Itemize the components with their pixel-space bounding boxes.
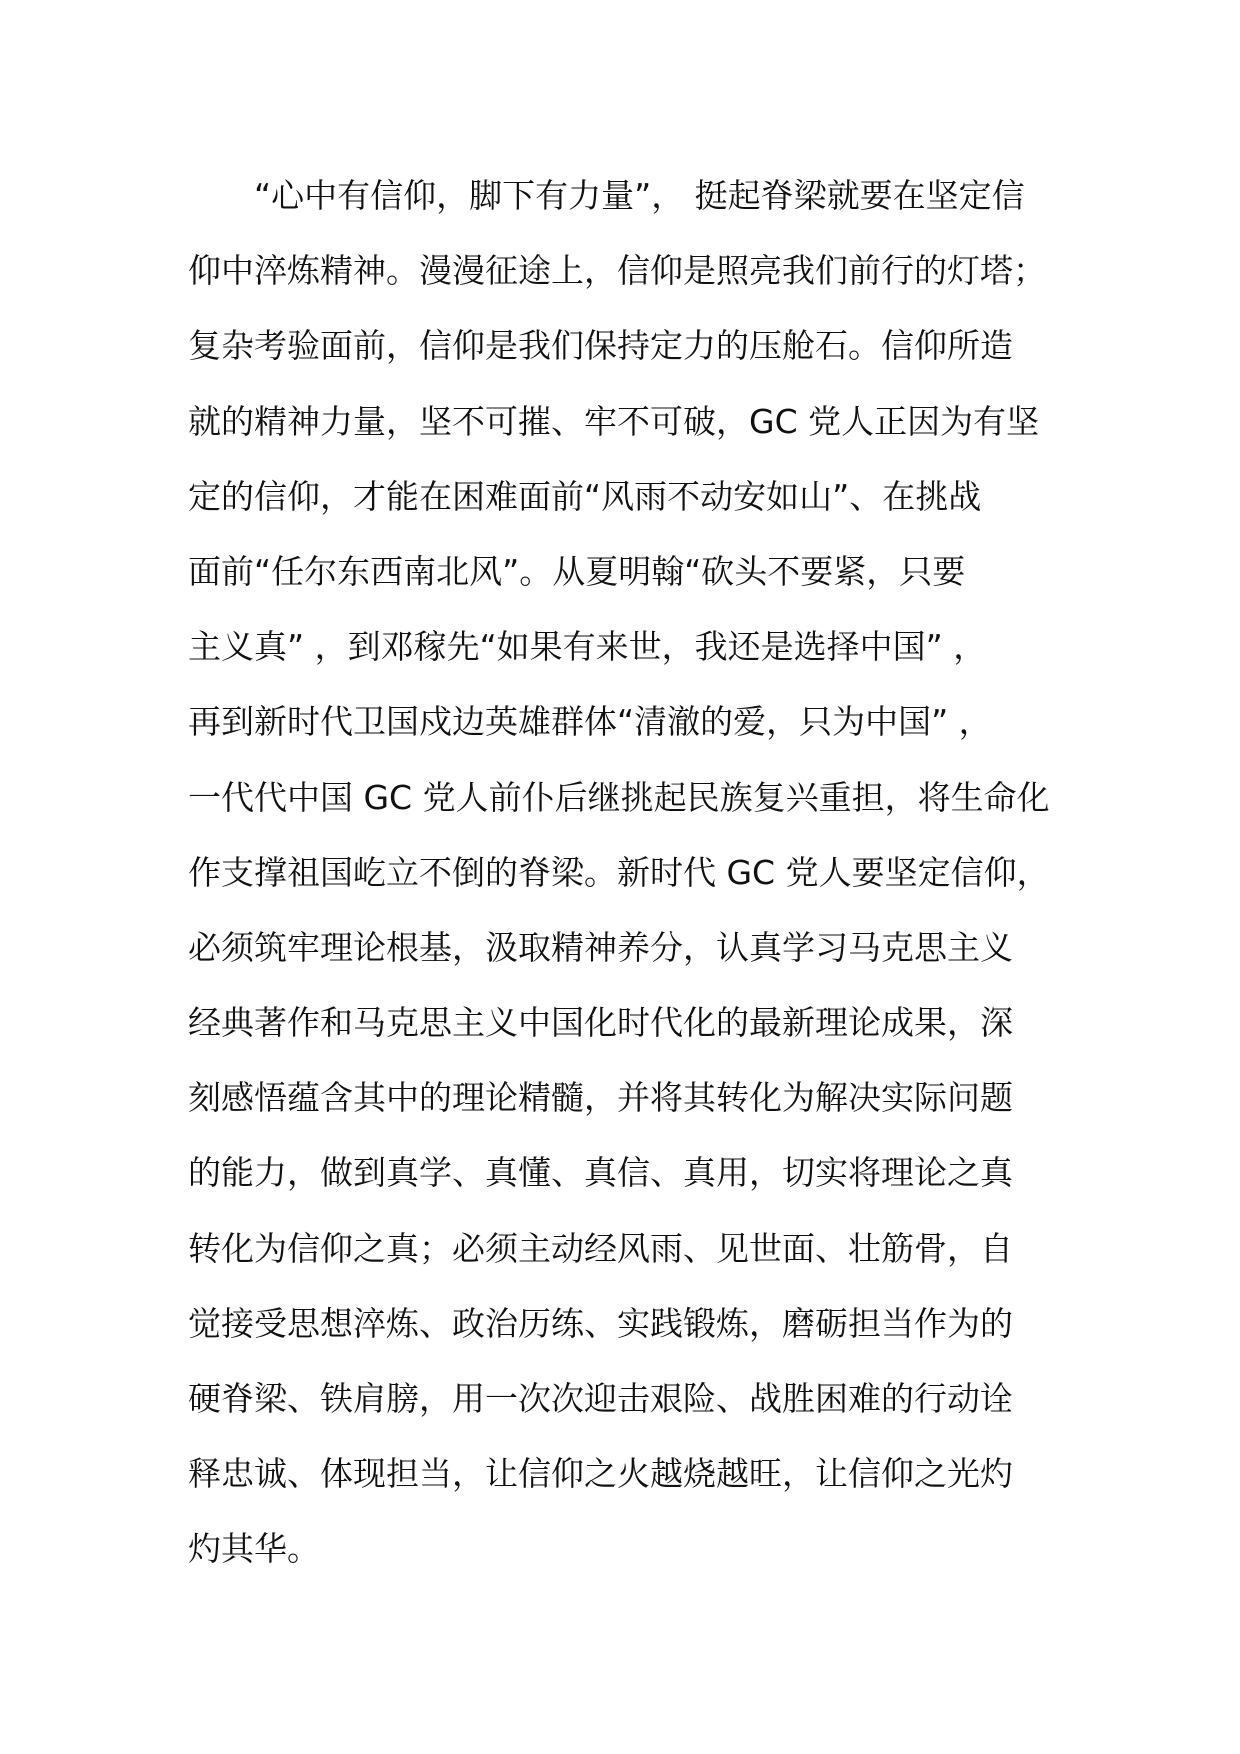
- paragraph-line: 觉接受思想淬炼、政治历练、实践锻炼，磨砺担当作为的: [188, 1303, 1013, 1343]
- paragraph-line: 释忠诚、体现担当，让信仰之火越烧越旺，让信仰之光灼: [188, 1454, 1013, 1494]
- paragraph-line: 复杂考验面前，信仰是我们保持定力的压舱石。信仰所造: [188, 326, 1013, 366]
- paragraph-line: 必须筑牢理论根基，汲取精神养分，认真学习马克思主义: [188, 927, 1013, 967]
- paragraph-line: 经典著作和马克思主义中国化时代化的最新理论成果，深: [188, 1003, 1013, 1043]
- paragraph-line: 作支撑祖国屹立不倒的脊梁。新时代 GC 党人要坚定信仰，: [188, 852, 1050, 892]
- paragraph-line: 定的信仰，才能在困难面前“风雨不动安如山”、在挑战: [188, 476, 982, 516]
- body-paragraph: [188, 158, 1068, 1587]
- paragraph-line: 转化为信仰之真；必须主动经风雨、见世面、壮筋骨，自: [188, 1228, 1013, 1268]
- paragraph-line: “心中有信仰，脚下有力量”， 挺起脊梁就要在坚定信: [254, 176, 1025, 215]
- paragraph-line: 就的精神力量，坚不可摧、牢不可破，GC 党人正因为有坚: [188, 401, 1040, 441]
- paragraph-line: 一代代中国 GC 党人前仆后继挑起民族复兴重担，将生命化: [188, 777, 1050, 817]
- paragraph-line: 主义真” ，到邓稼先“如果有来世，我还是选择中国” ，: [188, 627, 987, 667]
- paragraph-line: 的能力，做到真学、真懂、真信、真用，切实将理论之真: [188, 1153, 1013, 1193]
- paragraph-line: 硬脊梁、铁肩膀，用一次次迎击艰险、战胜困难的行动诠: [188, 1379, 1013, 1418]
- paragraph-line: 再到新时代卫国戍边英雄群体“清澈的爱，只为中国” ，: [188, 702, 992, 742]
- paragraph-line: 仰中淬炼精神。漫漫征途上，信仰是照亮我们前行的灯塔；: [188, 251, 1046, 291]
- paragraph-line: 灼其华。: [188, 1529, 320, 1569]
- paragraph-line: 刻感悟蕴含其中的理论精髓，并将其转化为解决实际问题: [188, 1078, 1013, 1118]
- paragraph-line: 面前“任尔东西南北风”。从夏明翰“砍头不要紧，只要: [188, 551, 966, 591]
